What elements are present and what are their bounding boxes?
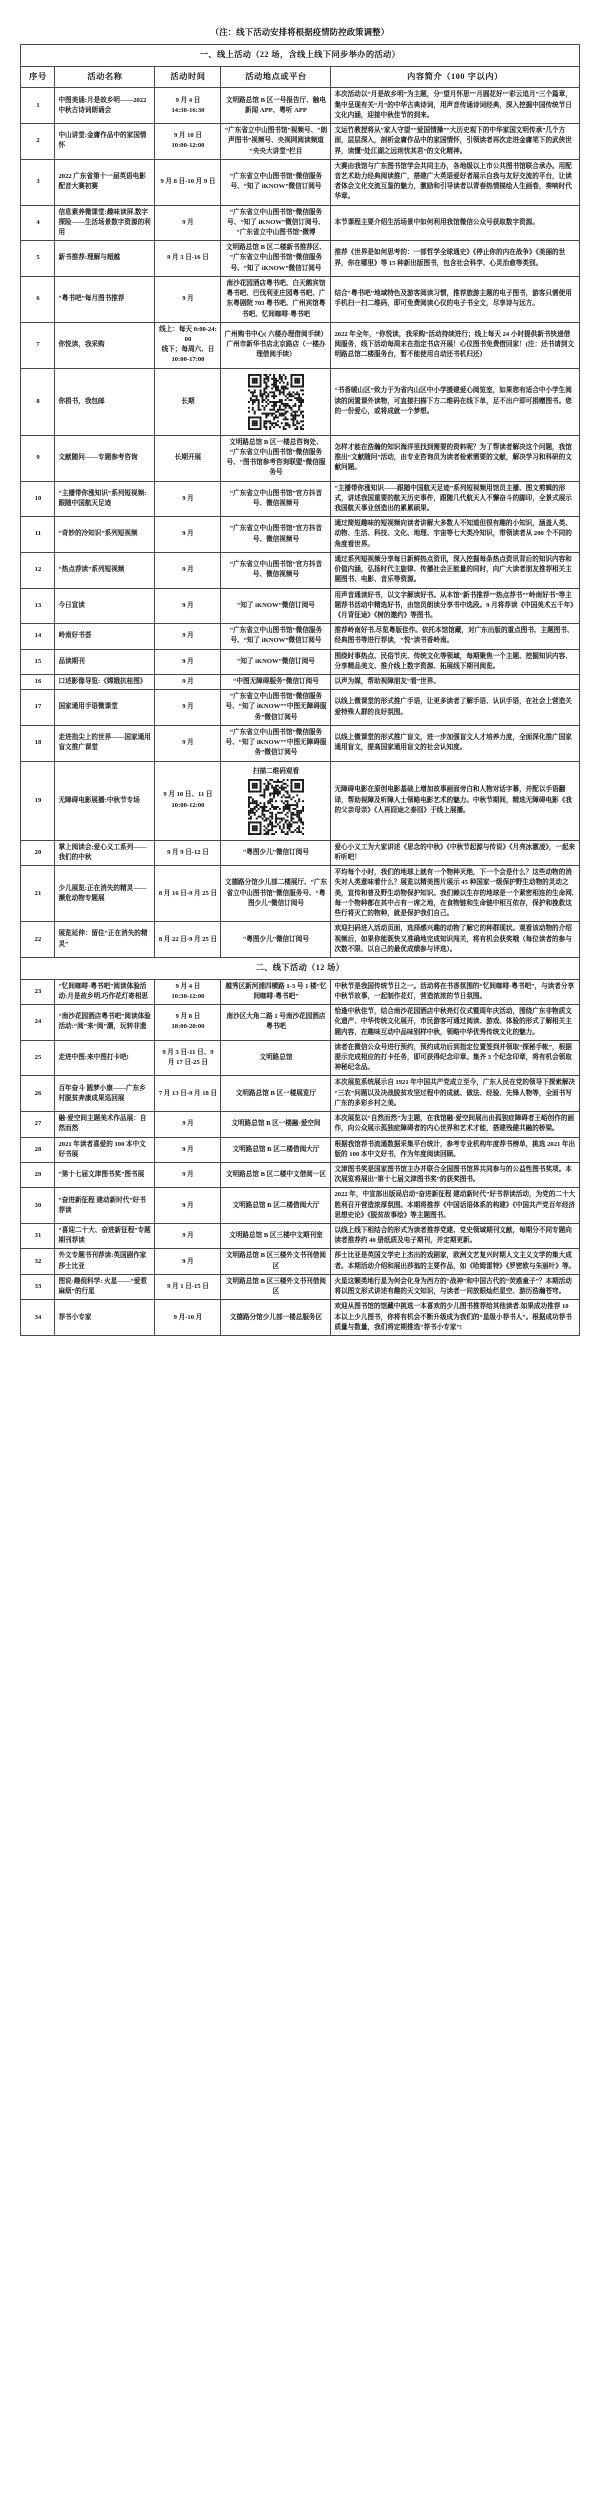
table-row (21, 1040, 579, 1076)
activity-desc: 推荐岭南好书,尽览粤版佳作。依托本馆馆藏，对广东出版的重点图书、主题图书、经典图书等进行荐读，“悦”读书香岭南。 (331, 624, 579, 649)
activity-time: 9 月 (155, 481, 221, 517)
activity-time: 9 月 (155, 1112, 221, 1137)
activity-desc: 通过系列短视频分享每日新鲜热点资讯，深入挖掘每条热点资讯背后的知识内容和价值内涵，弘扬时代主旋律、传播社会正能量的同时，向广大读者朋友推荐相关主题图书、电影、音乐等资源。 (331, 552, 579, 588)
activity-time: 9 月 10 日 10:00-12:00 (155, 124, 221, 160)
activity-no: 7 (21, 322, 55, 368)
table-row (21, 725, 579, 761)
activity-time: 9 月 (155, 552, 221, 588)
activity-no: 10 (21, 481, 55, 517)
activity-place: “中图无障碍服务”微信订阅号 (221, 675, 331, 690)
activity-no: 8 (21, 368, 55, 435)
table-row (21, 761, 579, 840)
activity-no: 9 (21, 435, 55, 481)
activity-name: “第十七届文津图书奖”图书展 (55, 1162, 155, 1187)
activity-time: 8 月 22 日-9 月 25 日 (155, 922, 221, 958)
activity-no: 14 (21, 624, 55, 649)
table-row (21, 1300, 579, 1336)
activity-desc: 恰逢中秋佳节，结合南沙花园酒店中秋亮灯仪式暨周年庆活动，围绕广东非物质文化遗产、中华传统文化展开，市民游客可通过阅读、游戏、体验的形式了解相关主题内容，在趣味互动中品味别样中秋，领略中华优秀传统文化的魅力。 (331, 1005, 579, 1041)
activity-desc: 火星这颗类地行星为何会化身为西方的“战神”和中国古代的“荧惑童子”？本期活动将以图文形式讲述有趣的天文知识，与读者一同放眼灿烂星空、游历浩瀚苍穹。 (331, 1274, 579, 1299)
activity-no: 24 (21, 1005, 55, 1041)
qr-caption: 扫描二维码观看 (252, 767, 300, 775)
activity-desc: 以声为媒，帮助视障朋友“看”世界。 (331, 675, 579, 690)
activity-name: 2021 年读者喜爱的 100 本中文好书展 (55, 1137, 155, 1162)
activity-desc: 2022 年全年，“你悦读，我采购”活动持续进行；线上每天 24 小时提供新书快递借阅服务，线下活动每周末在指定书店开展！心仪图书免费借回家！(注：还书请到文明路总馆二楼服务台，暂不能使用自动还书机归还） (331, 322, 579, 368)
activity-name: 品读期刊 (55, 649, 155, 674)
activity-desc: 以线上线下相结合的形式为读者推荐党建、党史领域期刊文献，每期分不同专题向读者推荐约 40 册纸质及电子期刊，并定期更新。 (331, 1224, 579, 1249)
activity-desc: 本节课程主要介绍生活场景中如何利用我馆微信公众号获取数字资源。 (331, 205, 579, 241)
activity-place: “广东省立中山图书馆”微信服务号、“知了 iKNOW”“中图无障碍服务”微信订阅号 (221, 690, 331, 726)
activity-time: 9 月 (155, 1224, 221, 1249)
activity-no: 15 (21, 649, 55, 674)
column-header-place: 活动地点或平台 (221, 66, 331, 88)
activity-place: “粤图少儿”微信订阅号 (221, 840, 331, 865)
table-row (21, 124, 579, 160)
activity-no: 18 (21, 725, 55, 761)
activity-desc: 结合“粤书吧”地域特色及游客阅读习惯，推荐旅游主题的电子图书，游客只需使用手机扫一扫二维码，即可免费阅读心仪的电子书全文，尽享诗与远方。 (331, 276, 579, 322)
activity-time: 9 月 (155, 675, 221, 690)
activity-no: 34 (21, 1300, 55, 1336)
activity-place: 文明路总馆 B 区三楼外文书刊借阅区 (221, 1249, 331, 1274)
table-row (21, 1274, 579, 1299)
activity-name: 掌上阅读会:爱心义工系列——我们的中秋 (55, 840, 155, 865)
table-row (21, 922, 579, 958)
activity-desc: 大赛由我馆与广东图书馆学会共同主办，各地级以上市公共图书馆联合承办。用配音艺术助力经典阅读推广，搭建广大英语爱好者展示自我与友好交流的平台，让读者体会文化交流互鉴的魅力，激励和引导读者以青春热情描绘人生画卷，奏响时代华章。 (331, 159, 579, 205)
activity-name: 图说·趣倪科学: 火星——“爱惹麻烦”的行星 (55, 1274, 155, 1299)
activity-place: 文明路总馆 B 区二楼借阅大厅 (221, 1137, 331, 1162)
table-row (21, 435, 579, 481)
table-row (21, 517, 579, 553)
activity-time: 9 月 3 日-11 日、9 月 17 日-25 日 (155, 1040, 221, 1076)
column-header-time: 活动时间 (155, 66, 221, 88)
activity-desc: “主播带你涨知识——跟随中国航天足迹”系列短视频用馆员主播、图文剪辑的形式，讲述我国重要的航天历史事件，跟随几代航天人不懈奋斗的脚印，全景式展示我国航天事业创造出的累累硕果。 (331, 481, 579, 517)
qr-code-donate-books (248, 374, 304, 430)
activity-time: 9 月 (155, 517, 221, 553)
activity-place: 文明路总馆 B 区一号报告厅、触电新闻 APP、粤听 APP (221, 88, 331, 124)
column-header-no: 序号 (21, 66, 55, 88)
qr-code-barrier-free-film (248, 779, 304, 835)
activity-name: “南沙花园酒店粤书吧”阅读体验活动:“阅”来“阅”潮，玩转非遗 (55, 1005, 155, 1041)
activity-name: 中山讲堂:金庸作品中的家国情怀 (55, 124, 155, 160)
activity-name: 口述影像导览:《嫦娥抗桂图》 (55, 675, 155, 690)
table-row (21, 1162, 579, 1187)
activity-desc: 怎样才能在浩瀚的知识海洋里找到需要的资料呢？为了帮读者解决这个问题，我馆推出“文献随问”活动，由专业咨询员为读者检索需要的文献，解决学习和科研的文献问题。 (331, 435, 579, 481)
activity-no: 32 (21, 1249, 55, 1274)
activity-time: 9 月 3 日-16 日 (155, 241, 221, 277)
activity-desc: 平均每个小时，我们的地球上就有一个物种灭绝，下一个会是什么？这些动物的消失对人类意味着什么？展览以精美图片展示 45 种国家一级保护野生动物的灵动之美，宣传和普及野生动物保护知识。我们赖以生存的地球是一个紧密相连的生命网,每一个物种都在其中占有一席之地，在食物链和生命链中相互依存，保护和挽救这些行将灭亡的物种，就是保护我们自己。 (331, 866, 579, 922)
activity-place: “广东省立中山图书馆”官方抖音号、微信视频号 (221, 481, 331, 517)
activity-place: “粤图少儿”微信订阅号 (221, 922, 331, 958)
activity-name: 无障碍电影展播:中秋节专场 (55, 761, 155, 840)
table-row (21, 481, 579, 517)
table-row (21, 1249, 579, 1274)
column-header-desc: 内容简介（100 字以内） (331, 66, 579, 88)
activity-time: 长期开展 (155, 435, 221, 481)
activity-place: 文明路总馆 B 区一楼展览厅 (221, 1076, 331, 1112)
table-row (21, 368, 579, 435)
activity-no: 1 (21, 88, 55, 124)
activity-desc: 围绕时事热点、民俗节庆、传统文化等领域，每期聚焦一个主题、挖掘知识内容、分享精品美文、推介线上数字资源、拓展线下期刊阅览。 (331, 649, 579, 674)
activity-name: 信息素养微课堂:趣味读屏,数字探险——生活场景数字资源的利用 (55, 205, 155, 241)
activity-no: 29 (21, 1162, 55, 1187)
activity-no: 4 (21, 205, 55, 241)
activity-place: 文明路总馆 (221, 1040, 331, 1076)
activity-no: 11 (21, 517, 55, 553)
activity-place: 广州购书中心( 六楼办理借阅手续） 广州市新华书店北京路店（一楼办理借阅手续） (221, 322, 331, 368)
table-row (21, 624, 579, 649)
activity-name: “喜迎二十大、奋进新征程”专题期刊荐读 (55, 1224, 155, 1249)
activity-place: 南沙区大角二路 1 号南沙花园酒店粤书吧 (221, 1005, 331, 1041)
activity-no: 31 (21, 1224, 55, 1249)
activity-place: 文明路总馆 B 区二楼借阅大厅 (221, 1188, 331, 1224)
activity-time: 8 月 16 日-9 月 25 日 (155, 866, 221, 922)
activity-time: 9 月 4 日 10:30-12:00 (155, 979, 221, 1004)
table-row (21, 1137, 579, 1162)
activity-time: 9 月 (155, 624, 221, 649)
activity-desc: 本次展览以“自然而然”为主题，在我馆融·爱空间展出由孤独症障碍者王峪创作的画作，向公众展示孤独症障碍者的内心世界和艺术才能，搭建残健共融的桥梁。 (331, 1112, 579, 1137)
activity-name: 外文专题书刊荐读:英国剧作家莎士比亚 (55, 1249, 155, 1274)
table-row (21, 276, 579, 322)
activity-name: 你捐书，我包邮 (55, 368, 155, 435)
activity-no: 25 (21, 1040, 55, 1076)
activity-place: “广东省立中山图书馆”微信服务号、“知了 iKNOW”微信订阅号、“广东省立中山图书馆”微博 (221, 205, 331, 241)
activity-name: 新书推荐:理解与超越 (55, 241, 155, 277)
activity-place: 南沙花园酒店粤书吧、白天鹅宾馆粤书吧、巴伐利亚庄园粤书吧、广东粤剧院 703 粤书吧、广州宾馆粤书吧、忆间咖啡·粤书吧 (221, 276, 331, 322)
activity-place (221, 368, 331, 435)
activity-desc: 以线上微课堂的形式推广盲文，进一步加强盲文人才培养力度，全面深化推广国家通用盲文，提高国家通用盲文的社会认知度。 (331, 725, 579, 761)
activity-no: 2 (21, 124, 55, 160)
activity-desc: 文津图书奖是国家图书馆主办并联合全国图书馆界共同参与的公益性图书奖项。本次展览将展出“第十七届文津图书奖”的获奖图书。 (331, 1162, 579, 1187)
table-row (21, 840, 579, 865)
activity-time: 9 月 (155, 725, 221, 761)
activity-desc: 推荐《世界是如何思考的：一部哲学全球通史》《停止你的内在战争》《美丽的世界，你在哪里》等 15 种新出版图书，包含社会科学、心灵治愈等类别。 (331, 241, 579, 277)
activity-time: 9 月 (155, 588, 221, 624)
activity-desc: 文运竹教授将从“家人守望”“爱国情操”“大历史观下的中华家国文明传承”几个方面，层层深入，剖析金庸作品中的家国情怀，引领读者再次走进金庸笔下的武侠世界，读懂“处江湖之远则忧其君”的文化精神。 (331, 124, 579, 160)
activity-time: 9 月 (155, 205, 221, 241)
table-row (21, 1005, 579, 1041)
activity-desc: 读者在微信公众号进行预约，预约成功后到指定位置签到并领取“探秘手帐”，根据提示完成相应的打卡任务，即可获得纪念印章。集齐 3 个纪念印章，将有机会领取神秘纪念品。 (331, 1040, 579, 1076)
table-row (21, 1076, 579, 1112)
activity-time: 9 月 (155, 1188, 221, 1224)
activity-place: “广东省立中山图书馆”官方抖音号、微信视频号 (221, 552, 331, 588)
activity-no: 27 (21, 1112, 55, 1137)
activity-name: “主播带你涨知识”系列短视频:跟随中国航天足迹 (55, 481, 155, 517)
activity-place: 文德路分馆少儿部二楼展厅、“广东省立中山图书馆”微信服务号、“粤图少儿”微信订阅号 (221, 866, 331, 922)
activity-no: 26 (21, 1076, 55, 1112)
activity-time: 9 月 (155, 649, 221, 674)
activity-no: 20 (21, 840, 55, 865)
activity-name: “热点荐读”系列短视频 (55, 552, 155, 588)
section-title: 二、线下活动（12 场） (21, 957, 579, 979)
activity-no: 23 (21, 979, 55, 1004)
activity-desc: 欢迎从图书馆的馆藏中挑选一本喜欢的少儿图书推荐给其他读者.如果成功推荐 10 本以上少儿图书，你将有机会不断升级成为我们的“星级小荐书人”。根据成功荐书质量与数量，我们将定期推选“荐书小专家”! (331, 1300, 579, 1336)
activity-name: 展览延伸：留住“正在消失的精灵” (55, 922, 155, 958)
activity-place: 文明路总馆 B 区三楼外文书刊借阅区 (221, 1274, 331, 1299)
activity-name: 荐书小专家 (55, 1300, 155, 1336)
activity-desc: 中秋节是我国传统节日之一。活动将在书香氛围的“忆间咖啡·粤书吧”，与读者分享中秋节故事，一起制作花灯，营造浓浓的节日氛围。 (331, 979, 579, 1004)
activity-name: “粤书吧”每月图书推荐 (55, 276, 155, 322)
activity-name: 国家通用手语微课堂 (55, 690, 155, 726)
table-row (21, 588, 579, 624)
activity-no: 3 (21, 159, 55, 205)
activity-place: “广东省立中山图书馆”视频号、“朗声图书”视频号、央视网阅读频道“央央大讲堂”栏目 (221, 124, 331, 160)
activity-time: 9 月 10 日、11 日 10:00-12:00 (155, 761, 221, 840)
activity-desc: 以线上微课堂的形式推广手语，让更多读者了解手语、认识手语，在社会上营造关爱特殊人群的良好氛围。 (331, 690, 579, 726)
activity-time: 9 月 (155, 1137, 221, 1162)
activity-place: “知了 iKNOW”微信订阅号 (221, 588, 331, 624)
table-row (21, 241, 579, 277)
activity-time: 9 月 8 日-10 月 9 日 (155, 159, 221, 205)
activity-place: 文明路总馆 B 区二楼新书推荐区、“广东省立中山图书馆”微信服务号、“知了 iKNOW”微信订阅号 (221, 241, 331, 277)
table-header-row (21, 66, 579, 88)
activity-time: 9 月 (155, 690, 221, 726)
activity-place: 文明路总馆 B 区一楼融·爱空间 (221, 1112, 331, 1137)
activity-place: “广东省立中山图书馆”官方抖音号、微信视频号 (221, 517, 331, 553)
activity-name: 2022 广东省第十一届英语电影配音大赛初赛 (55, 159, 155, 205)
table-row (21, 649, 579, 674)
activity-time: 9 月 1 日-15 日 (155, 1274, 221, 1299)
table-row (21, 1112, 579, 1137)
column-header-name: 活动名称 (55, 66, 155, 88)
table-row (21, 552, 579, 588)
activity-desc: 无障碍电影在原创电影基础上增加故事画面旁白和人物对话字幕，并配以手语翻译，帮助视障及听障人士领略电影艺术的魅力。中秋节期间，精选无障碍电影《我的父亲母亲》《人再囧途之泰囧》于线上展播。 (331, 761, 579, 840)
activity-name: “奋进新征程 建动新时代”好书荐读 (55, 1188, 155, 1224)
table-row (21, 88, 579, 124)
activity-time: 9 月 (155, 276, 221, 322)
activity-place: “广东省立中山图书馆”微信服务号、“知了 iKNOW”微信订阅号 (221, 159, 331, 205)
document-note: （注：线下活动安排将根据疫情防控政策调整） (210, 28, 390, 37)
activity-name: 中图美诵:月是故乡明——2022 中秋古诗词朗诵会 (55, 88, 155, 124)
activity-name: 走进中图:来中图打卡吧! (55, 1040, 155, 1076)
table-row (21, 205, 579, 241)
activity-name: 百年奋斗 圆梦小康——广东乡村脱贫奔康成果巡回展 (55, 1076, 155, 1112)
table-row (21, 159, 579, 205)
activity-no: 6 (21, 276, 55, 322)
activity-desc: 本次展览系统展示自 1921 年中国共产党成立至今，广东人民在党的领导下探索解决“三农”问题以及决战脱贫攻坚过程中的成就、做法、经验、先锋人物等，全面书写广东的多彩乡村之美。 (331, 1076, 579, 1112)
activity-name: 走进指尖上的世界——国家通用盲文推广课堂 (55, 725, 155, 761)
activity-desc: 通过简短趣味的短视频向读者讲解大多数人不知道但很有趣的小知识，涵盖人类、动物、生活、科技、文化、地理、宇宙等七大类冷知识，带领读者从 200 个不同的角度看世界。 (331, 517, 579, 553)
activity-time: 9 月 9 日-12 日 (155, 840, 221, 865)
activity-time: 9 月 (155, 1162, 221, 1187)
activity-desc: 根据我馆荐书流通数据采集平台统计，参考专业机构年度荐书榜单，挑选 2021 年出版的 100 本中文好书，作为年度阅读回顾。 (331, 1137, 579, 1162)
activity-time: 长期 (155, 368, 221, 435)
activity-no: 22 (21, 922, 55, 958)
activity-no: 13 (21, 588, 55, 624)
activity-time: 9 月 (155, 1249, 221, 1274)
activity-place: “广东省立中山图书馆”微信服务号、“知了 iKNOW”“中图无障碍服务”微信订阅号 (221, 725, 331, 761)
table-row (21, 690, 579, 726)
activity-schedule-table (20, 44, 579, 1336)
table-row (21, 322, 579, 368)
activity-time: 9 月-10 月 (155, 1300, 221, 1336)
activity-name: “忆间咖啡·粤书吧”阅读体验活动:月是故乡明,巧作花灯寄相思 (55, 979, 155, 1004)
activity-no: 17 (21, 690, 55, 726)
activity-desc: 2022 年，中宣部出版局启动“奋进新征程 建动新时代”好书荐读活动，为党的二十大胜利召开营造浓厚氛围。本期将推荐《中国话语体系的构建》《中国共产党百年经济思想史论》《脱贫故事绘》等主题图书。 (331, 1188, 579, 1224)
activity-time: 9 月 8 日 18:00-20:00 (155, 1005, 221, 1041)
activity-time: 9 月 4 日 14:30-16:30 (155, 88, 221, 124)
activity-desc: 爱心小义工为大家讲述《思念的中秋》《中秋节起源与传说》《月亮冰激凌》，一起来听听吧！ (331, 840, 579, 865)
activity-no: 21 (21, 866, 55, 922)
activity-desc: “书香暖山区”致力于为省内山区中小学援建爱心阅览室，如果您有适合中小学生阅读的闲置课外读物，可直接扫描下方二维码在线下单，足不出户即可捐赠图书。您的一份爱心，或将成就一个梦想。 (331, 368, 579, 435)
activity-time: 线上：每天 0:00-24:00 线下；每周六、日 10:00-17:00 (155, 322, 221, 368)
activity-name: 少儿展览:正在消失的精灵——濒危动物专题展 (55, 866, 155, 922)
activity-name: “奇妙的冷知识”系列短视频 (55, 517, 155, 553)
activity-no: 16 (21, 675, 55, 690)
activity-place: “广东省立中山图书馆”微信服务号、“知了 iKNOW”微信订阅号 (221, 624, 331, 649)
activity-place: 文明路总馆 B 区三楼中文期刊室 (221, 1224, 331, 1249)
activity-name: 今日宣读 (55, 588, 155, 624)
table-row (21, 675, 579, 690)
activity-place: 越秀区新河浦四横路 1-3 号 1 楼“忆间咖啡·粤书吧” (221, 979, 331, 1004)
table-body (21, 45, 579, 1336)
activity-place (221, 761, 331, 840)
activity-name: 你悦读，我采购 (55, 322, 155, 368)
activity-place: 文德路分馆少儿部一楼总服务区 (221, 1300, 331, 1336)
table-row (21, 1224, 579, 1249)
activity-no: 19 (21, 761, 55, 840)
table-row (21, 866, 579, 922)
activity-no: 33 (21, 1274, 55, 1299)
table-row (21, 979, 579, 1004)
section-header-online (21, 45, 579, 67)
activity-place: 文明路总馆 B 区二楼中文借阅一区 (221, 1162, 331, 1187)
activity-no: 5 (21, 241, 55, 277)
activity-no: 30 (21, 1188, 55, 1224)
activity-desc: 莎士比亚是英国文学史上杰出的戏剧家，欧洲文艺复兴时期人文主义文学的集大成者。本期活动介绍和展出莎翁的主要作品，如《哈姆雷特》《罗密欧与朱丽叶》等。 (331, 1249, 579, 1274)
activity-name: 文献随问——专题参考咨询 (55, 435, 155, 481)
activity-no: 28 (21, 1137, 55, 1162)
section-header-offline (21, 957, 579, 979)
table-row (21, 1188, 579, 1224)
activity-desc: 欢迎扫码进入活动页面，选择感兴趣的动物了解它的种群现状。观看该动物的介绍视频后，如果你能既快又准确地完成知识闯关，将有机会获奖哦（每位读者的参与次数不限、以自己的最优成绩参与评选）。 (331, 922, 579, 958)
activity-place: “知了 iKNOW”微信订阅号 (221, 649, 331, 674)
activity-place: 文明路总馆 B 区一楼总咨询处、“广东省立中山图书馆”微信服务号、“图书馆参考咨询联盟”微信服务号 (221, 435, 331, 481)
activity-desc: 用声音通读好书，以文字解读好书。从本馆“新书推荐”“热点荐书”“岭南好书”等主题荐书活动中精选好书，由馆员朗读分享书中选段。9 月将荐读《中国美术五千年》《月背征途》《树的邀约》等图书。 (331, 588, 579, 624)
activity-time: 7 月 13 日-9 月 18 日 (155, 1076, 221, 1112)
activity-no: 12 (21, 552, 55, 588)
activity-desc: 本次活动以“月是故乡明”为主题，分“望月怀思”“月圆花好”“彩云追月”三个篇章，集中呈现有关“月”的中华古典诗词，用声音传诵诗词经典，深入挖掘中国传统节日文化内涵，迎接中秋佳节的到来。 (331, 88, 579, 124)
activity-name: 融·爱空间主题美术作品展：自然而然 (55, 1112, 155, 1137)
activity-name: 岭南好书荟 (55, 624, 155, 649)
section-title: 一、线上活动（22 场，含线上线下同步举办的活动） (21, 45, 579, 67)
